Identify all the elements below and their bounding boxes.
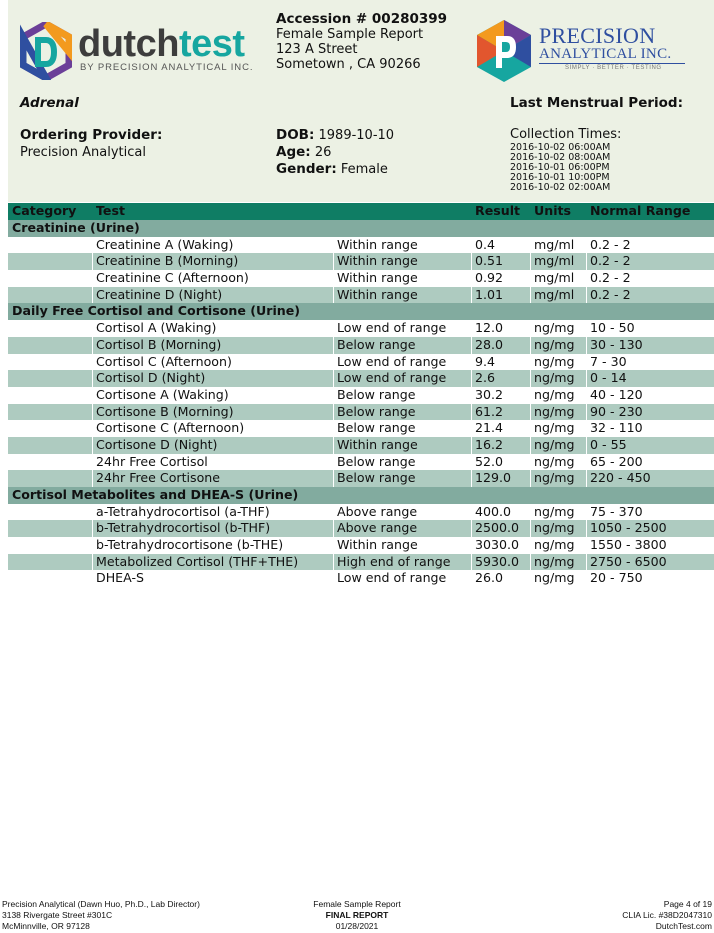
table-row	[8, 337, 714, 354]
address-city: Sometown , CA 90266	[276, 57, 421, 72]
footer-lab-director: Precision Analytical (Dawn Huo, Ph.D., Lab Director)	[2, 899, 200, 909]
cell-status: Below range	[337, 336, 416, 352]
column-divider	[92, 470, 93, 487]
column-divider	[586, 287, 587, 304]
cell-normal-range: 10 - 50	[590, 320, 635, 336]
collection-label: Collection Times:	[510, 127, 622, 142]
column-divider	[333, 554, 334, 571]
category-name: Creatinine (Urine)	[12, 220, 140, 235]
column-divider	[586, 520, 587, 537]
cell-status: Low end of range	[337, 320, 447, 336]
section-title: Adrenal	[20, 95, 79, 111]
table-row	[8, 287, 714, 304]
cell-normal-range: 1550 - 3800	[590, 537, 667, 553]
table-row	[8, 387, 714, 404]
column-divider	[92, 437, 93, 454]
cell-normal-range: 0.2 - 2	[590, 286, 631, 302]
cell-normal-range: 40 - 120	[590, 386, 643, 402]
cell-status: Below range	[337, 453, 416, 469]
cell-units: ng/mg	[534, 403, 575, 419]
footer-report-name: Female Sample Report	[313, 899, 401, 909]
age-value: 26	[314, 145, 332, 160]
report-name: Female Sample Report	[276, 27, 424, 42]
column-divider	[471, 287, 472, 304]
cell-result: 61.2	[475, 403, 504, 419]
header-category: Category	[12, 203, 77, 218]
cell-result: 21.4	[475, 420, 504, 436]
column-divider	[333, 404, 334, 421]
cell-result: 28.0	[475, 336, 504, 352]
footer-lab-city: McMinnville, OR 97128	[2, 921, 90, 931]
cell-result: 12.0	[475, 320, 504, 336]
cell-units: ng/mg	[534, 336, 575, 352]
cell-normal-range: 220 - 450	[590, 470, 651, 486]
table-row	[8, 270, 714, 287]
column-divider	[92, 253, 93, 270]
cell-units: ng/mg	[534, 503, 575, 519]
cell-normal-range: 65 - 200	[590, 453, 643, 469]
table-row	[8, 420, 714, 437]
cell-status: Above range	[337, 520, 418, 536]
cell-units: ng/mg	[534, 353, 575, 369]
cell-result: 1.01	[475, 286, 504, 302]
cell-test: Creatinine B (Morning)	[96, 253, 239, 269]
column-divider	[471, 554, 472, 571]
cell-units: mg/ml	[534, 270, 575, 286]
dob-line	[276, 127, 394, 144]
column-divider	[530, 520, 531, 537]
table-row	[8, 320, 714, 337]
cell-test: Metabolized Cortisol (THF+THE)	[96, 553, 299, 569]
cell-result: 0.92	[475, 270, 504, 286]
category-row	[8, 303, 714, 320]
cell-normal-range: 0 - 14	[590, 370, 627, 386]
cell-status: Above range	[337, 503, 418, 519]
column-divider	[586, 470, 587, 487]
cell-result: 0.51	[475, 253, 504, 269]
cell-units: ng/mg	[534, 320, 575, 336]
cell-units: ng/mg	[534, 570, 575, 586]
column-divider	[471, 470, 472, 487]
cell-test: Cortisol D (Night)	[96, 370, 206, 386]
column-divider	[530, 404, 531, 421]
cell-normal-range: 90 - 230	[590, 403, 643, 419]
gender-value: Female	[340, 162, 388, 177]
collection-times	[510, 127, 621, 193]
column-divider	[471, 253, 472, 270]
header-units: Units	[534, 203, 572, 218]
cell-test: DHEA-S	[96, 570, 145, 586]
cell-status: Within range	[337, 537, 418, 553]
dob-label: DOB:	[276, 127, 315, 143]
accession-block	[276, 12, 447, 72]
cell-test: b-Tetrahydrocortisol (b-THF)	[96, 520, 271, 536]
gender-line	[276, 161, 394, 178]
cell-units: ng/mg	[534, 370, 575, 386]
header-result: Result	[475, 203, 521, 218]
cell-units: mg/ml	[534, 236, 575, 252]
header-test: Test	[96, 203, 125, 218]
cell-test: Cortisol A (Waking)	[96, 320, 217, 336]
cell-status: Below range	[337, 386, 416, 402]
cell-test: Cortisol B (Morning)	[96, 336, 222, 352]
cell-status: Within range	[337, 270, 418, 286]
cell-test: Creatinine D (Night)	[96, 286, 223, 302]
dutchtest-subtitle: BY PRECISION ANALYTICAL INC.	[80, 62, 254, 73]
cell-normal-range: 0 - 55	[590, 436, 627, 452]
cell-units: ng/mg	[534, 553, 575, 569]
category-name: Cortisol Metabolites and DHEA-S (Urine)	[12, 487, 299, 502]
cell-normal-range: 2750 - 6500	[590, 553, 667, 569]
cell-result: 5930.0	[475, 553, 520, 569]
footer-report-info	[262, 899, 452, 932]
provider-label: Ordering Provider:	[20, 127, 163, 143]
cell-result: 2.6	[475, 370, 496, 386]
table-body	[8, 220, 714, 587]
table-row	[8, 554, 714, 571]
column-divider	[333, 520, 334, 537]
last-menstrual-period-label: Last Menstrual Period:	[510, 95, 683, 111]
column-divider	[471, 404, 472, 421]
column-divider	[333, 253, 334, 270]
category-row	[8, 487, 714, 504]
column-divider	[471, 520, 472, 537]
column-divider	[586, 554, 587, 571]
column-divider	[530, 253, 531, 270]
column-divider	[92, 404, 93, 421]
cell-status: Low end of range	[337, 353, 447, 369]
accession-number: Accession # 00280399	[276, 11, 448, 27]
address-street: 123 A Street	[276, 42, 358, 57]
cell-units: ng/mg	[534, 420, 575, 436]
column-divider	[333, 370, 334, 387]
footer-report-status: FINAL REPORT	[325, 910, 389, 920]
collection-time: 2016-10-01 06:00PM	[510, 162, 610, 173]
age-label: Age:	[276, 144, 311, 160]
cell-result: 0.4	[475, 236, 496, 252]
ordering-provider	[20, 127, 162, 161]
cell-result: 16.2	[475, 436, 504, 452]
cell-status: High end of range	[337, 553, 451, 569]
cell-test: Creatinine C (Afternoon)	[96, 270, 249, 286]
cell-test: Cortisone D (Night)	[96, 436, 218, 452]
cell-result: 129.0	[475, 470, 512, 486]
table-row	[8, 437, 714, 454]
cell-normal-range: 32 - 110	[590, 420, 643, 436]
column-divider	[530, 287, 531, 304]
column-divider	[471, 437, 472, 454]
gender-label: Gender:	[276, 161, 337, 177]
table-row	[8, 253, 714, 270]
footer-page-info	[622, 899, 712, 932]
cell-units: mg/ml	[534, 253, 575, 269]
column-divider	[333, 470, 334, 487]
cell-normal-range: 20 - 750	[590, 570, 643, 586]
cell-result: 30.2	[475, 386, 504, 402]
dutchtest-wordmark	[78, 24, 245, 64]
column-divider	[586, 337, 587, 354]
table-row	[8, 370, 714, 387]
table-row	[8, 354, 714, 371]
table-row	[8, 504, 714, 521]
cell-test: a-Tetrahydrocortisol (a-THF)	[96, 503, 270, 519]
precision-wordmark	[539, 23, 685, 71]
cell-units: ng/mg	[534, 453, 575, 469]
cell-normal-range: 0.2 - 2	[590, 270, 631, 286]
cell-test: Cortisone C (Afternoon)	[96, 420, 245, 436]
column-divider	[586, 437, 587, 454]
column-divider	[471, 337, 472, 354]
table-row	[8, 454, 714, 471]
cell-status: Low end of range	[337, 570, 447, 586]
collection-time: 2016-10-02 06:00AM	[510, 142, 611, 153]
age-line	[276, 144, 394, 161]
cell-units: mg/ml	[534, 286, 575, 302]
collection-time: 2016-10-02 02:00AM	[510, 182, 611, 193]
table-row	[8, 520, 714, 537]
cell-test: Cortisone B (Morning)	[96, 403, 234, 419]
precision-name-line1: PRECISION	[539, 23, 656, 48]
cell-normal-range: 30 - 130	[590, 336, 643, 352]
cell-status: Below range	[337, 403, 416, 419]
footer-lab-info	[2, 899, 200, 932]
cell-units: ng/mg	[534, 537, 575, 553]
cell-status: Below range	[337, 470, 416, 486]
precision-hexagon-icon	[474, 18, 534, 84]
cell-result: 52.0	[475, 453, 504, 469]
column-divider	[333, 437, 334, 454]
cell-status: Below range	[337, 420, 416, 436]
precision-divider	[539, 63, 685, 64]
precision-name-line2: ANALYTICAL INC.	[539, 46, 672, 62]
cell-status: Low end of range	[337, 370, 447, 386]
footer-website: DutchTest.com	[655, 921, 712, 931]
collection-times-list	[510, 143, 621, 193]
footer-clia: CLIA Lic. #38D2047310	[622, 910, 712, 920]
column-divider	[530, 370, 531, 387]
cell-normal-range: 1050 - 2500	[590, 520, 667, 536]
cell-status: Within range	[337, 286, 418, 302]
results-table	[8, 203, 714, 587]
cell-test: Cortisone A (Waking)	[96, 386, 229, 402]
column-divider	[471, 370, 472, 387]
provider-name: Precision Analytical	[20, 145, 146, 160]
column-divider	[92, 554, 93, 571]
table-row	[8, 237, 714, 254]
cell-normal-range: 0.2 - 2	[590, 236, 631, 252]
column-divider	[333, 337, 334, 354]
table-row	[8, 537, 714, 554]
header-normal-range: Normal Range	[590, 203, 691, 218]
wordmark-test: test	[178, 23, 245, 65]
cell-units: ng/mg	[534, 436, 575, 452]
table-row	[8, 570, 714, 587]
column-divider	[92, 370, 93, 387]
cell-test: Cortisol C (Afternoon)	[96, 353, 232, 369]
table-row	[8, 470, 714, 487]
footer-lab-street: 3138 Rivergate Street #301C	[2, 910, 113, 920]
cell-status: Within range	[337, 253, 418, 269]
column-divider	[530, 337, 531, 354]
precision-tagline: SIMPLY · BETTER · TESTING	[565, 65, 662, 71]
collection-time: 2016-10-01 10:00PM	[510, 172, 610, 183]
column-divider	[586, 404, 587, 421]
column-divider	[530, 470, 531, 487]
cell-units: ng/mg	[534, 520, 575, 536]
patient-info	[276, 127, 394, 178]
cell-result: 9.4	[475, 353, 496, 369]
category-row	[8, 220, 714, 237]
footer-report-date: 01/28/2021	[335, 921, 379, 931]
cell-result: 2500.0	[475, 520, 520, 536]
dutchtest-hexagon-icon	[20, 22, 72, 80]
column-divider	[92, 520, 93, 537]
cell-status: Within range	[337, 436, 418, 452]
cell-normal-range: 0.2 - 2	[590, 253, 631, 269]
category-name: Daily Free Cortisol and Cortisone (Urine)	[12, 303, 301, 319]
cell-units: ng/mg	[534, 386, 575, 402]
column-divider	[92, 287, 93, 304]
cell-units: ng/mg	[534, 470, 575, 486]
table-row	[8, 404, 714, 421]
cell-result: 26.0	[475, 570, 504, 586]
cell-result: 3030.0	[475, 537, 520, 553]
dob-value: 1989-10-10	[318, 128, 395, 143]
column-divider	[92, 337, 93, 354]
column-divider	[530, 437, 531, 454]
cell-test: Creatinine A (Waking)	[96, 236, 234, 252]
collection-time: 2016-10-02 08:00AM	[510, 152, 611, 163]
column-divider	[333, 287, 334, 304]
column-divider	[586, 370, 587, 387]
cell-test: 24hr Free Cortisol	[96, 453, 208, 469]
cell-test: 24hr Free Cortisone	[96, 470, 221, 486]
wordmark-dutch: dutch	[78, 23, 179, 65]
cell-normal-range: 75 - 370	[590, 503, 643, 519]
cell-test: b-Tetrahydrocortisone (b-THE)	[96, 537, 284, 553]
column-divider	[586, 253, 587, 270]
footer-page-number: Page 4 of 19	[663, 899, 712, 909]
column-divider	[530, 554, 531, 571]
table-header-row	[8, 203, 714, 220]
cell-normal-range: 7 - 30	[590, 353, 627, 369]
cell-status: Within range	[337, 236, 418, 252]
cell-result: 400.0	[475, 503, 512, 519]
